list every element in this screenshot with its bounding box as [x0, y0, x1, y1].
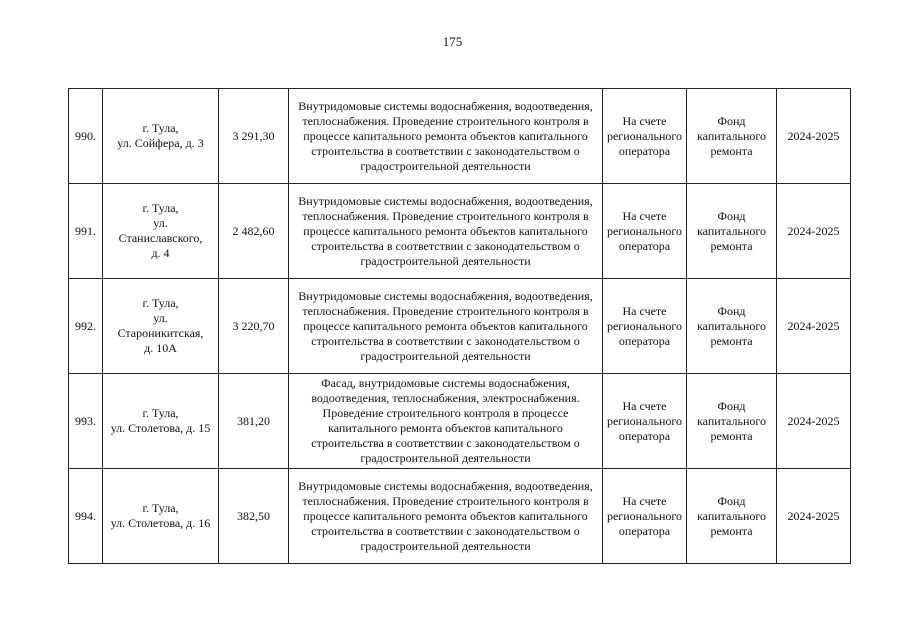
address-line: Староникитская, — [117, 326, 204, 340]
area-cell: 3 291,30 — [219, 89, 289, 184]
source-line: Фонд — [717, 303, 746, 318]
works-cell: Внутридомовые системы водоснабжения, водоотведения, теплоснабжения. Проведение строительного контроля в процессе капитального ремонта объектов капитального строительства в соответствии с законодательством о градостроительной деятельности — [289, 469, 603, 564]
account-line: оператора — [618, 333, 671, 348]
account-line: оператора — [618, 238, 671, 253]
area-cell: 2 482,60 — [219, 184, 289, 279]
source-line: капитального — [697, 413, 766, 428]
source-line: капитального — [697, 128, 766, 143]
works-cell: Фасад, внутридомовые системы водоснабжения, водоотведения, теплоснабжения, электроснабжения. Проведение строительного контроля в процессе капитального ремонта объектов капитального строительства в соответствии с законодательством о градостроительной деятельности — [289, 374, 603, 469]
works-cell: Внутридомовые системы водоснабжения, водоотведения, теплоснабжения. Проведение строительного контроля в процессе капитального ремонта объектов капитального строительства в соответствии с законодательством о градостроительной деятельности — [289, 279, 603, 374]
source-line: Фонд — [717, 208, 746, 223]
row-number: 991. — [69, 184, 103, 279]
source-cell — [687, 469, 777, 564]
table-row — [69, 184, 851, 279]
account-cell — [603, 469, 687, 564]
source-line: Фонд — [717, 398, 746, 413]
address-line: ул. Столетова, д. 15 — [110, 421, 211, 435]
source-cell — [687, 374, 777, 469]
account-cell — [603, 374, 687, 469]
period-cell: 2024-2025 — [777, 89, 851, 184]
period-cell: 2024-2025 — [777, 279, 851, 374]
account-line: регионального — [606, 223, 683, 238]
account-line: На счете — [622, 113, 667, 128]
area-cell: 382,50 — [219, 469, 289, 564]
source-line: капитального — [697, 318, 766, 333]
address-cell — [103, 279, 219, 374]
source-line: Фонд — [717, 493, 746, 508]
address-line: ул. Столетова, д. 16 — [110, 516, 211, 530]
source-line: ремонта — [710, 143, 753, 158]
row-number: 994. — [69, 469, 103, 564]
area-cell: 381,20 — [219, 374, 289, 469]
works-cell: Внутридомовые системы водоснабжения, водоотведения, теплоснабжения. Проведение строительного контроля в процессе капитального ремонта объектов капитального строительства в соответствии с законодательством о градостроительной деятельности — [289, 184, 603, 279]
address-cell — [103, 469, 219, 564]
source-line: ремонта — [710, 523, 753, 538]
source-cell — [687, 184, 777, 279]
source-cell — [687, 89, 777, 184]
address-cell — [103, 89, 219, 184]
table-row — [69, 374, 851, 469]
account-line: На счете — [622, 493, 667, 508]
table-row — [69, 279, 851, 374]
address-line: г. Тула, — [142, 406, 179, 420]
account-cell — [603, 89, 687, 184]
works-cell: Внутридомовые системы водоснабжения, водоотведения, теплоснабжения. Проведение строительного контроля в процессе капитального ремонта объектов капитального строительства в соответствии с законодательством о градостроительной деятельности — [289, 89, 603, 184]
account-line: регионального — [606, 318, 683, 333]
source-line: капитального — [697, 508, 766, 523]
address-line: Станиславского, — [118, 231, 203, 245]
account-line: регионального — [606, 508, 683, 523]
table-row — [69, 89, 851, 184]
account-line: регионального — [606, 128, 683, 143]
page-number: 175 — [442, 34, 463, 49]
row-number: 993. — [69, 374, 103, 469]
account-line: На счете — [622, 303, 667, 318]
account-cell — [603, 279, 687, 374]
address-line: г. Тула, — [142, 501, 179, 515]
period-cell: 2024-2025 — [777, 469, 851, 564]
account-line: На счете — [622, 398, 667, 413]
account-line: оператора — [618, 143, 671, 158]
source-line: Фонд — [717, 113, 746, 128]
row-number: 992. — [69, 279, 103, 374]
capital-repair-table — [68, 88, 851, 564]
account-line: регионального — [606, 413, 683, 428]
address-cell — [103, 184, 219, 279]
source-cell — [687, 279, 777, 374]
address-line: г. Тула, — [142, 201, 179, 215]
source-line: ремонта — [710, 333, 753, 348]
account-line: оператора — [618, 523, 671, 538]
address-cell — [103, 374, 219, 469]
account-line: оператора — [618, 428, 671, 443]
address-line: ул. — [153, 311, 168, 325]
address-line: ул. Сойфера, д. 3 — [117, 136, 204, 150]
table-row — [69, 469, 851, 564]
row-number: 990. — [69, 89, 103, 184]
address-line: г. Тула, — [142, 121, 179, 135]
address-line: г. Тула, — [142, 296, 179, 310]
period-cell: 2024-2025 — [777, 374, 851, 469]
source-line: ремонта — [710, 238, 753, 253]
source-line: капитального — [697, 223, 766, 238]
source-line: ремонта — [710, 428, 753, 443]
address-line: ул. — [153, 216, 168, 230]
account-line: На счете — [622, 208, 667, 223]
period-cell: 2024-2025 — [777, 184, 851, 279]
address-line: д. 10А — [144, 341, 177, 355]
address-line: д. 4 — [151, 246, 170, 260]
account-cell — [603, 184, 687, 279]
area-cell: 3 220,70 — [219, 279, 289, 374]
